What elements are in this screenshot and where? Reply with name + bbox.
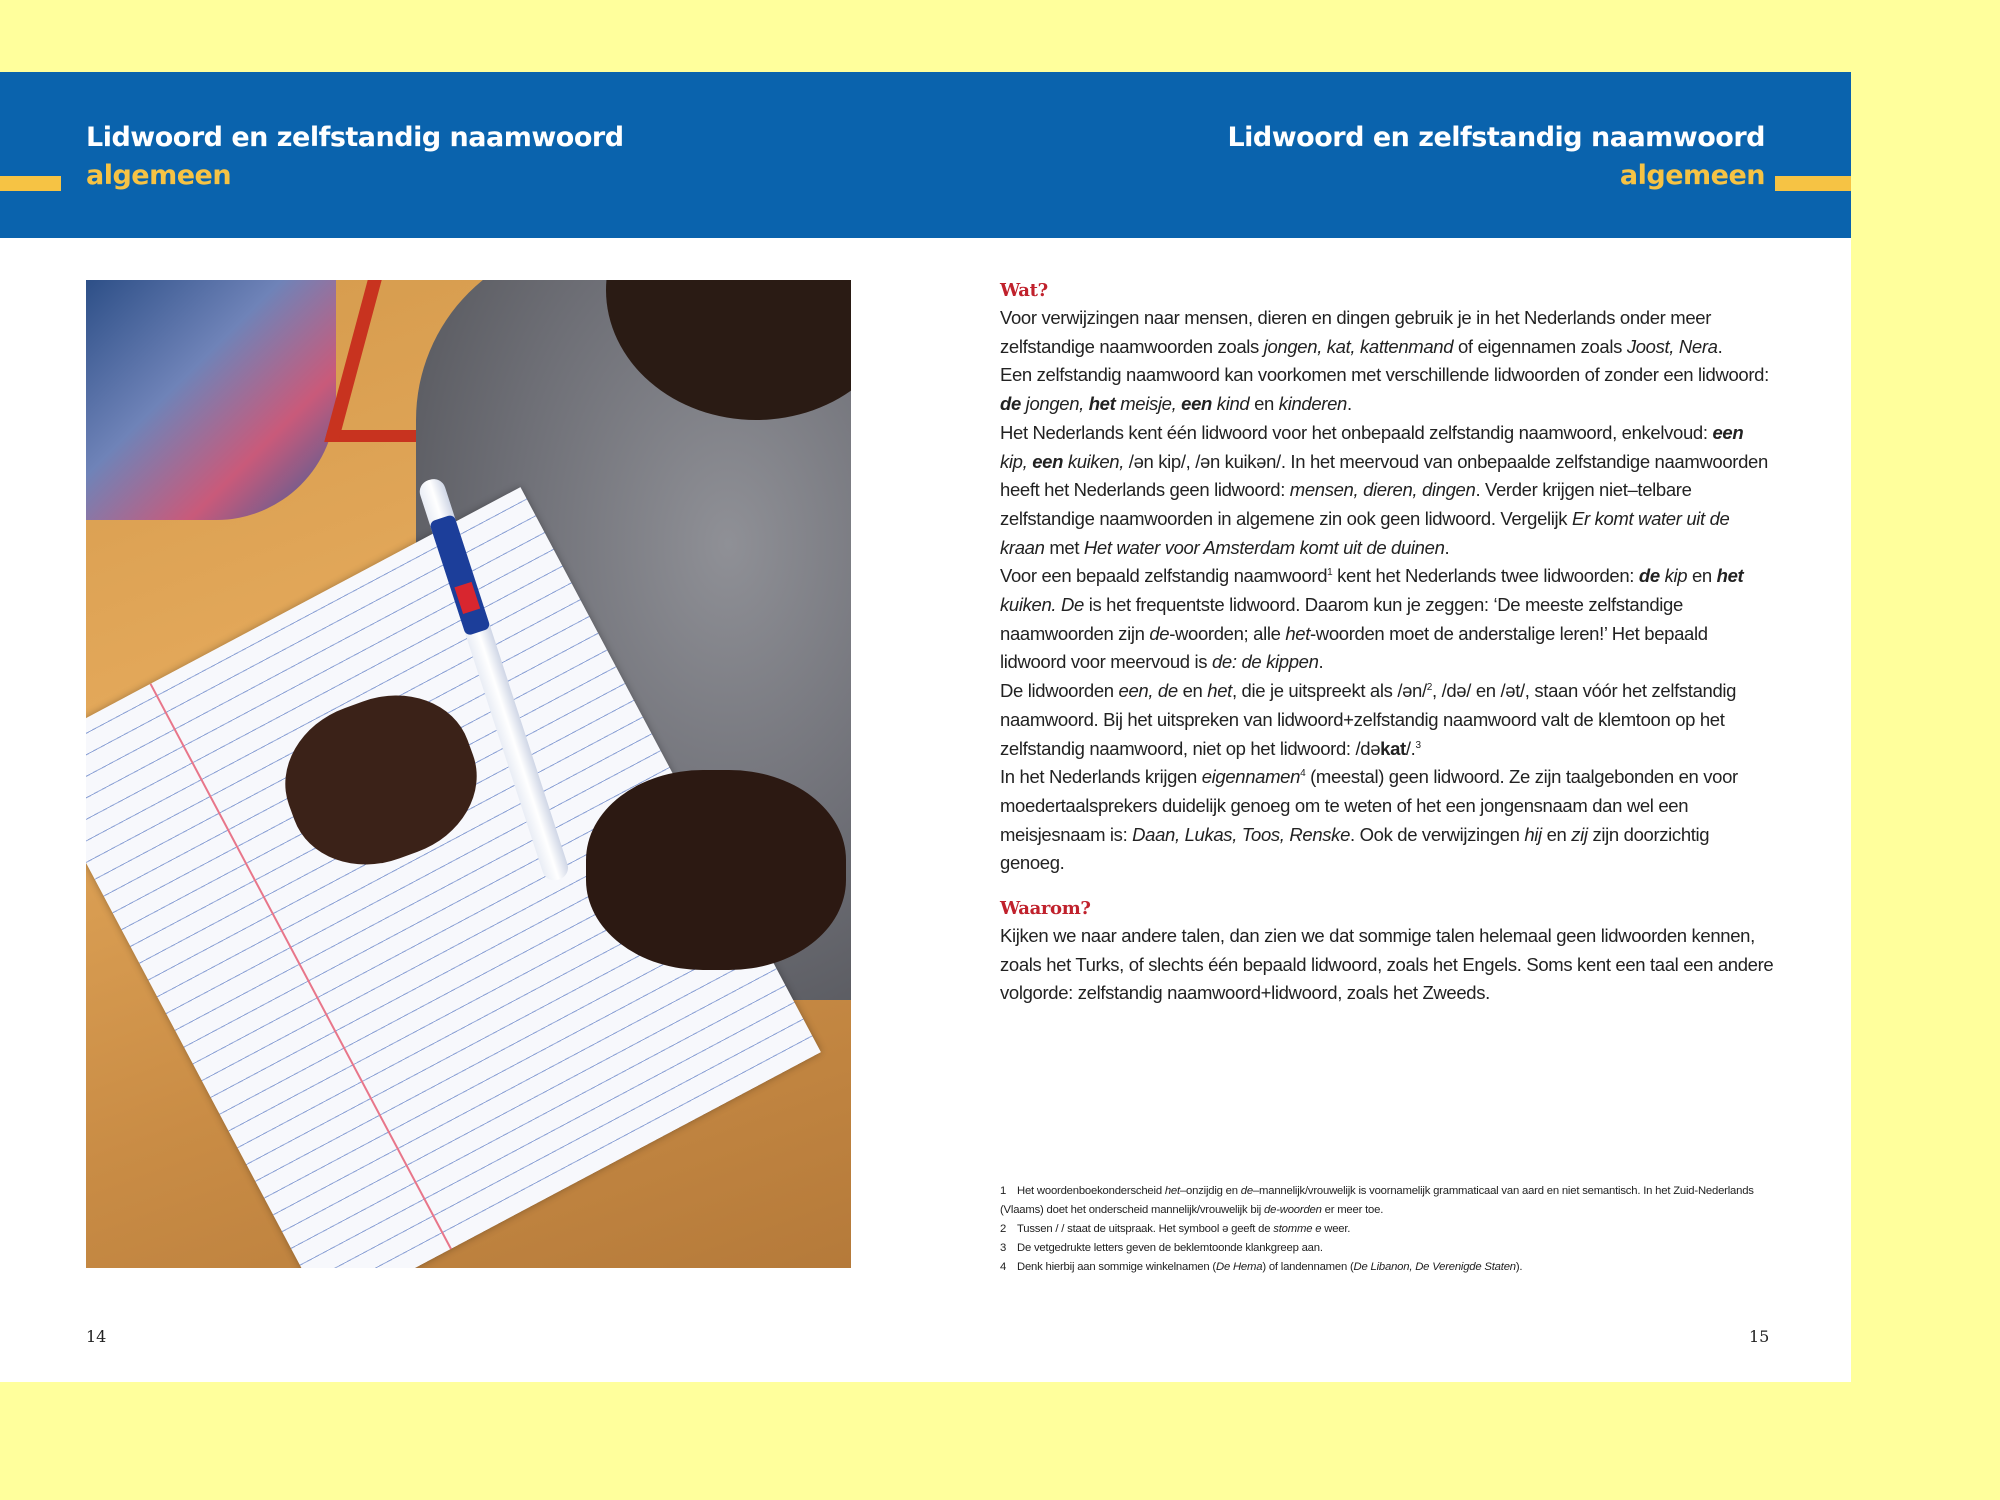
text-run: en xyxy=(1177,680,1208,702)
text-run: , die je uitspreekt als /ən/ xyxy=(1231,680,1427,702)
photo-clothing xyxy=(86,280,336,520)
text-run: . xyxy=(1717,335,1723,357)
text-run: kuiken, xyxy=(1063,450,1124,472)
text-run: kinderen xyxy=(1278,393,1347,415)
text-run: /ən kip/, /ən kuikən/. In het meervoud van onbepaalde zelfstandige naamwoorden heeft het Nederlands geen lidwoord: xyxy=(1000,450,1768,501)
text-run: -woorden; alle xyxy=(1169,622,1286,644)
text-run: kip xyxy=(1659,565,1688,587)
text-run: . xyxy=(1318,651,1324,673)
text-run: of eigennamen zoals xyxy=(1453,335,1627,357)
text-run: er meer toe. xyxy=(1321,1204,1384,1216)
text-run: Tussen / / staat de uitspraak. Het symbool ə geeft de xyxy=(1017,1223,1274,1235)
text-run: Er komt water uit de kraan xyxy=(1000,507,1730,558)
text-run: jongen, kat, kattenmand xyxy=(1263,335,1454,357)
text-run: de xyxy=(1149,622,1170,644)
footnote-reference[interactable]: 4 xyxy=(1300,768,1306,780)
text-run: Joost, Nera xyxy=(1626,335,1718,357)
text-run: , /də/ en /ət/, staan vóór het zelfstandig naamwoord. Bij het uitspreken van lidwoord+zelfstandig naamwoord valt de klemtoon op het zelfstandig naamwoord, niet op het lidwoord: /də xyxy=(1000,680,1737,759)
text-run: . Ook de verwijzingen xyxy=(1350,823,1525,845)
text-run: . xyxy=(1444,536,1450,558)
section-heading-waarom: Waarom? xyxy=(1000,898,1091,920)
footnote-number: 4 xyxy=(1000,1261,1007,1273)
text-run: een, de xyxy=(1118,680,1178,702)
text-run: en xyxy=(1687,565,1717,587)
footnote-reference[interactable]: 1 xyxy=(1327,567,1333,579)
text-run: hij xyxy=(1524,823,1542,845)
text-run: stomme e xyxy=(1273,1223,1322,1235)
text-run: de xyxy=(1638,565,1660,587)
text-run: kat xyxy=(1380,737,1406,759)
text-run: is het frequentste lidwoord. Daarom kun je zeggen: ‘De meeste zelfstandige naamwoorden zijn xyxy=(1000,594,1683,644)
footnote xyxy=(1000,1220,1760,1239)
text-run: zijn doorzichtig genoeg. xyxy=(1000,823,1710,874)
text-run: De vetgedrukte letters geven de beklemtoonde klankgreep aan. xyxy=(1017,1242,1323,1254)
text-run: en xyxy=(1541,823,1572,845)
text-run: De lidwoorden xyxy=(1000,680,1119,702)
text-run: (meestal) geen lidwoord. Ze zijn taalgebonden en voor moedertaalsprekers duidelijk genoeg om te weten of het een jongensnaam dan wel een meisjesnaam is: xyxy=(1000,766,1738,845)
left-accent-bar xyxy=(0,176,61,191)
text-run: Het Nederlands kent één lidwoord voor het onbepaald zelfstandig naamwoord, enkelvoud: xyxy=(1000,421,1713,443)
paragraph xyxy=(1000,419,1775,563)
text-run: de xyxy=(1240,1185,1253,1197)
page-number-left: 14 xyxy=(86,1327,107,1346)
text-run: een xyxy=(1712,421,1744,443)
text-run: Het woordenboekonderscheid xyxy=(1017,1185,1165,1197)
chapter-subtitle-right: algemeen xyxy=(1619,160,1765,191)
text-run: eigennamen xyxy=(1201,766,1301,788)
text-run: en xyxy=(1249,393,1279,415)
text-run: De Libanon, De Verenigde Staten xyxy=(1353,1261,1516,1273)
text-run: Kijken we naar andere talen, dan zien we dat sommige talen helemaal geen lidwoorden kennen, zoals het Turks, of slechts één bepaald lidwoord, zoals het Engels. Soms kent een taal een andere volgorde: zelfstandig naamwoord+lidwoord, zoals het Zweeds. xyxy=(1000,925,1774,1004)
text-run: Een zelfstandig naamwoord kan voorkomen met verschillende lidwoorden of zonder een lidwoord: xyxy=(1000,364,1769,386)
footnote xyxy=(1000,1258,1760,1277)
text-run: een xyxy=(1032,450,1064,472)
text-run: het xyxy=(1164,1185,1180,1197)
section-waarom-body xyxy=(1000,922,1775,1008)
text-run: de xyxy=(1000,393,1021,415)
paragraph xyxy=(1000,361,1775,418)
text-run: het xyxy=(1088,393,1116,415)
photo-child-writing xyxy=(86,280,851,1268)
right-accent-bar xyxy=(1775,176,1851,191)
text-run: ). xyxy=(1515,1261,1523,1273)
text-run: Het water voor Amsterdam komt uit de duinen xyxy=(1083,536,1445,558)
paragraph xyxy=(1000,562,1775,677)
chapter-header-band xyxy=(0,72,1851,238)
text-run: een xyxy=(1181,393,1212,415)
text-run: . Verder krijgen niet–telbare zelfstandige naamwoorden in algemene zin ook geen lidwoord. Vergelijk xyxy=(1000,479,1692,529)
footnote-number: 1 xyxy=(1000,1185,1007,1197)
footnotes xyxy=(1000,1182,1760,1277)
section-wat-body xyxy=(1000,304,1775,878)
chapter-title-left: Lidwoord en zelfstandig naamwoord xyxy=(86,122,624,153)
paragraph xyxy=(1000,763,1775,878)
book-spread xyxy=(0,72,1851,1382)
photo-hand xyxy=(586,770,846,970)
paragraph xyxy=(1000,304,1775,361)
footnote-reference[interactable]: 2 xyxy=(1426,681,1432,693)
text-run: meisje, xyxy=(1115,393,1182,415)
text-run: mensen, dieren, dingen xyxy=(1289,479,1476,501)
page-number-right: 15 xyxy=(1749,1327,1770,1346)
text-run: met xyxy=(1044,536,1084,558)
text-run: kuiken. De xyxy=(1000,594,1084,616)
text-run: –mannelijk/vrouwelijk is voornamelijk grammaticaal van aard en niet semantisch. In het Zuid-Nederlands (Vlaams) doet het onderscheid mannelijk/vrouwelijk bij xyxy=(1000,1185,1754,1216)
text-run: -woorden moet de anderstalige leren!’ Het bepaald lidwoord voor meervoud is xyxy=(1000,622,1708,673)
text-run: weer. xyxy=(1321,1223,1351,1235)
text-run: ) of landennamen ( xyxy=(1262,1261,1354,1273)
footnote-number: 2 xyxy=(1000,1223,1007,1235)
paragraph xyxy=(1000,677,1775,763)
main-text xyxy=(1000,278,1775,1008)
paragraph xyxy=(1000,922,1775,1008)
text-run: De Hema xyxy=(1215,1261,1263,1273)
text-run: Daan, Lukas, Toos, Renske xyxy=(1132,823,1351,845)
chapter-title-right: Lidwoord en zelfstandig naamwoord xyxy=(1227,122,1765,153)
text-run: Denk hierbij aan sommige winkelnamen ( xyxy=(1017,1261,1216,1273)
text-run: het xyxy=(1207,680,1232,702)
section-heading-wat: Wat? xyxy=(1000,280,1048,301)
text-run: . xyxy=(1346,393,1352,415)
text-run: In het Nederlands krijgen xyxy=(1000,766,1202,788)
text-run: Voor een bepaald zelfstandig naamwoord xyxy=(1000,565,1328,587)
text-run: de: de kippen xyxy=(1211,651,1319,673)
text-run: de-woorden xyxy=(1264,1204,1322,1216)
text-run: /. xyxy=(1405,737,1416,759)
text-run: jongen, xyxy=(1020,393,1089,415)
text-run: kind xyxy=(1212,393,1250,415)
text-run: zij xyxy=(1571,823,1588,845)
chapter-subtitle-left: algemeen xyxy=(86,160,232,191)
footnote xyxy=(1000,1239,1760,1258)
text-run: het xyxy=(1285,622,1310,644)
text-run: kip, xyxy=(1000,450,1033,472)
footnote xyxy=(1000,1182,1760,1220)
text-run: –onzijdig en xyxy=(1179,1185,1241,1197)
text-run: het xyxy=(1716,565,1744,587)
text-run: kent het Nederlands twee lidwoorden: xyxy=(1332,565,1639,587)
footnote-number: 3 xyxy=(1000,1242,1007,1254)
footnote-reference[interactable]: 3 xyxy=(1415,739,1421,751)
text-run: Voor verwijzingen naar mensen, dieren en dingen gebruik je in het Nederlands onder meer zelfstandige naamwoorden zoals xyxy=(1000,307,1712,357)
